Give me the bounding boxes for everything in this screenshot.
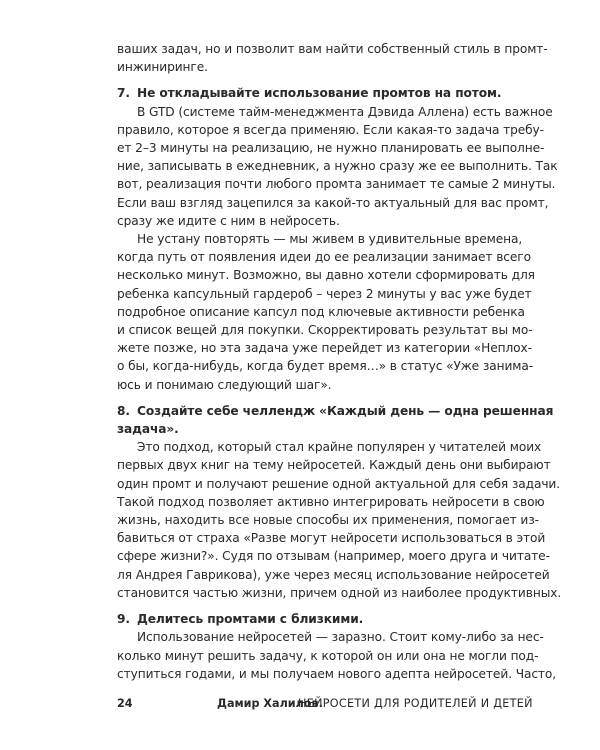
section-7-paragraph-2	[117, 230, 535, 394]
section-8-paragraph-1	[117, 438, 562, 602]
text-line: когда путь от появления идеи до ее реализации занимает всего	[117, 250, 531, 265]
footer-author: Дамир Халилов.	[217, 697, 323, 710]
section-7-paragraph-1	[117, 103, 558, 230]
text-line: сразу же идите с ним в нейросеть.	[117, 213, 340, 228]
text-line: вот, реализация почти любого промта занимает те самые 2 минуты.	[117, 177, 556, 192]
section-9	[117, 610, 557, 683]
page-number: 24	[117, 697, 133, 710]
text-line: Не устану повторять — мы живем в удивительные времена,	[137, 232, 523, 247]
section-8	[117, 402, 562, 602]
text-line: о бы, когда-нибудь, когда будет время…» в статус «Уже занима-	[117, 359, 534, 374]
text-line: Такой подход позволяет активно интегрировать нейросети в свою	[117, 494, 545, 509]
text-line: ваших задач, но и позволит вам найти собственный стиль в промт-	[117, 42, 548, 56]
page-body	[117, 40, 562, 683]
text-line: ступиться годами, и мы получаем нового адепта нейросетей. Часто,	[117, 666, 557, 681]
intro-paragraph	[117, 40, 548, 76]
text-line: инжиниринге.	[117, 60, 208, 75]
section-number: 7.	[117, 86, 130, 101]
footer-book-title: НЕЙРОСЕТИ ДЛЯ РОДИТЕЛЕЙ И ДЕТЕЙ	[298, 697, 533, 710]
text-line: становится частью жизни, причем одной из наиболее продуктивных.	[117, 585, 562, 600]
section-8-heading-cont	[117, 420, 493, 438]
section-number: 9.	[117, 612, 130, 627]
text-line: колько минут решить задачу, к которой он или она не могли под-	[117, 648, 539, 663]
text-line: первых двух книг на тему нейросетей. Каждый день они выбирают	[117, 458, 551, 473]
text-line: бавиться от страха «Разве могут нейросети использоваться в этой	[117, 531, 546, 546]
section-title-line: Создайте себе челлендж «Каждый день — одна решенная	[137, 403, 554, 418]
text-line: юсь и понимаю следующий шаг».	[117, 377, 332, 392]
text-line: ля Андрея Гаврикова), уже через месяц использование нейросетей	[117, 567, 550, 582]
section-7-heading	[117, 84, 502, 102]
text-line: жете позже, но эта задача уже перейдет из категории «Неплох-	[117, 341, 532, 356]
section-9-heading	[117, 610, 493, 628]
text-line: Это подход, который стал крайне популярен у читателей моих	[137, 440, 542, 455]
text-line: ребенка капсульный гардероб – через 2 минуты у вас уже будет	[117, 286, 532, 301]
text-line: В GTD (системе тайм-менеджмента Дэвида Аллена) есть важное	[137, 104, 553, 119]
text-line: правило, которое я всегда применяю. Если какая-то задача требу-	[117, 122, 544, 137]
section-title: Не откладывайте использование промтов на потом.	[137, 86, 502, 101]
section-title-line: задача».	[117, 422, 179, 437]
text-line: ет 2–3 минуты на реализацию, не нужно планировать ее выполне-	[117, 141, 545, 156]
text-line: сфере жизни?». Судя по отзывам (например, моего друга и читате-	[117, 549, 550, 564]
section-8-heading	[117, 402, 554, 420]
section-7	[117, 84, 558, 393]
text-line: жизнь, находить все новые способы их применения, помогает из-	[117, 513, 539, 528]
section-title: Делитесь промтами с близкими.	[137, 612, 364, 627]
text-line: Если ваш взгляд зацепился за какой-то актуальный для вас промт,	[117, 195, 549, 210]
section-9-paragraph-1	[117, 628, 557, 683]
section-number: 8.	[117, 403, 130, 418]
text-line: один промт и получают решение одной актуальной для себя задачи.	[117, 476, 561, 491]
text-line: ние, записывать в ежедневник, а нужно сразу же ее выполнить. Так	[117, 159, 558, 174]
text-line: и список вещей для покупки. Скорректировать результат вы мо-	[117, 323, 533, 338]
text-line: несколько минут. Возможно, вы давно хотели сформировать для	[117, 268, 535, 283]
text-line: Использование нейросетей — заразно. Стоит кому-либо за нес-	[137, 630, 544, 645]
text-line: подробное описание капсул под ключевые активности ребенка	[117, 304, 525, 319]
